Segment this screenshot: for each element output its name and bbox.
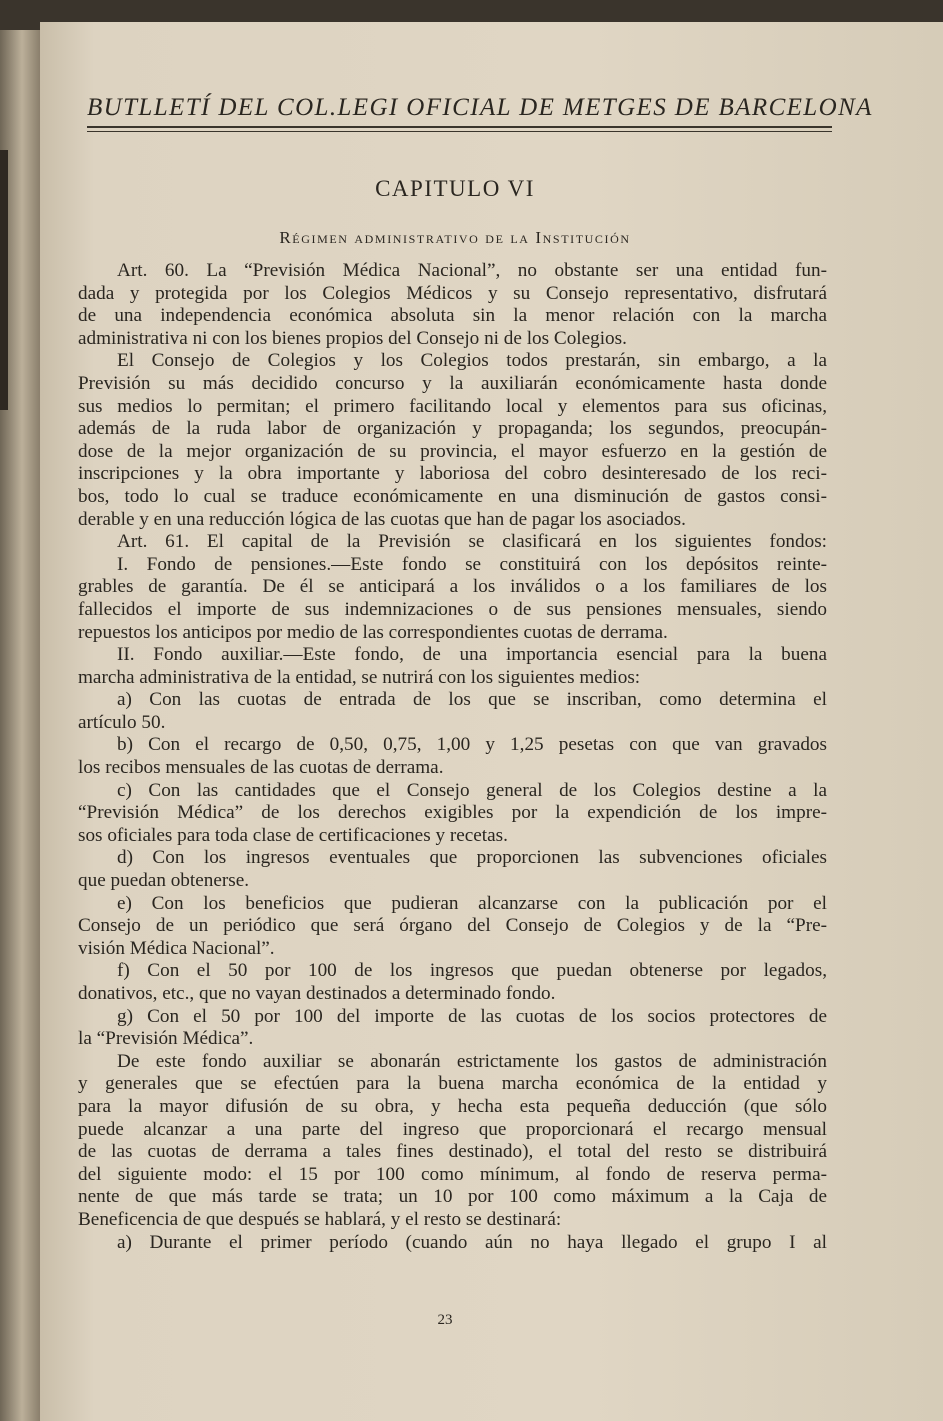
text-line: I. Fondo de pensiones.—Este fondo se constituirá con los depósitos reinte- bbox=[117, 553, 827, 575]
text-line: artículo 50. bbox=[78, 711, 166, 733]
text-line: f) Con el 50 por 100 de los ingresos que puedan obtenerse por legados, bbox=[117, 960, 827, 982]
text-line: para la mayor difusión de su obra, y hecha esta pequeña deducción (que sólo bbox=[78, 1095, 827, 1117]
text-line: dose de la mejor organización de su provincia, el mayor esfuerzo en la gestión de bbox=[78, 440, 827, 462]
text-line: puede alcanzar a una parte del ingreso que proporcionará el recargo mensual bbox=[78, 1118, 827, 1140]
text-line: dada y protegida por los Colegios Médicos y su Consejo representativo, disfrutará bbox=[78, 282, 827, 304]
text-line: b) Con el recargo de 0,50, 0,75, 1,00 y 1,25 pesetas con que van gravados bbox=[117, 734, 827, 756]
text-line: e) Con los beneficios que pudieran alcanzarse con la publicación por el bbox=[117, 892, 827, 914]
text-line: Consejo de un periódico que será órgano del Consejo de Colegios y de la “Pre- bbox=[78, 915, 827, 937]
text-line: derable y en una reducción lógica de las cuotas que han de pagar los asociados. bbox=[78, 508, 686, 530]
text-line: fallecidos el importe de sus indemnizaciones o de sus pensiones mensuales, siendo bbox=[78, 598, 827, 620]
scanned-page bbox=[40, 22, 943, 1421]
text-line: inscripciones y la obra importante y laboriosa del cobro desinteresado de los reci- bbox=[78, 463, 827, 485]
section-title: Régimen administrativo de la Institución bbox=[279, 228, 631, 247]
text-line: de las cuotas de derrama a tales fines destinado), el total del resto se distribuirá bbox=[78, 1141, 827, 1163]
running-header: BUTLLETÍ DEL COL.LEGI OFICIAL DE METGES DE BARCELONA bbox=[87, 94, 873, 121]
text-line: c) Con las cantidades que el Consejo general de los Colegios destine a la bbox=[117, 779, 827, 801]
text-line: Previsión su más decidido concurso y la auxiliarán económicamente hasta donde bbox=[78, 372, 827, 394]
text-line: marcha administrativa de la entidad, se nutrirá con los siguientes medios: bbox=[78, 666, 641, 688]
text-line: del siguiente modo: el 15 por 100 como mínimum, al fondo de reserva perma- bbox=[78, 1163, 827, 1185]
text-line: los recibos mensuales de las cuotas de derrama. bbox=[78, 757, 444, 779]
chapter-title: CAPITULO VI bbox=[375, 176, 535, 201]
text-line: sus medios lo permitan; el primero facilitando local y elementos para sus oficinas, bbox=[78, 395, 827, 417]
header-rule bbox=[87, 126, 832, 128]
text-line: nente de que más tarde se trata; un 10 por 100 como máximum a la Caja de bbox=[78, 1186, 827, 1208]
text-line: la “Previsión Médica”. bbox=[78, 1028, 254, 1050]
text-line: Art. 60. La “Previsión Médica Nacional”, no obstante ser una entidad fun- bbox=[117, 260, 827, 281]
text-line: g) Con el 50 por 100 del importe de las cuotas de los socios protectores de bbox=[117, 1005, 827, 1027]
adjacent-page-edge bbox=[0, 30, 40, 1421]
header-rule-thin bbox=[87, 131, 832, 132]
text-line: además de la ruda labor de organización y propaganda; los segundos, preocupán- bbox=[78, 418, 827, 440]
text-line: donativos, etc., que no vayan destinados a determinado fondo. bbox=[78, 983, 556, 1004]
text-line: d) Con los ingresos eventuales que proporcionen las subvenciones oficiales bbox=[117, 847, 827, 869]
text-line: grables de garantía. De él se anticipará a los inválidos o a los familiares de los bbox=[78, 576, 827, 598]
text-line: administrativa ni con los bienes propios del Consejo ni de los Colegios. bbox=[78, 327, 627, 349]
text-line: visión Médica Nacional”. bbox=[78, 937, 275, 959]
text-line: a) Con las cuotas de entrada de los que se inscriban, como determina el bbox=[117, 689, 827, 711]
text-line: “Previsión Médica” de los derechos exigibles por la expendición de los impre- bbox=[78, 802, 827, 824]
text-line: que puedan obtenerse. bbox=[78, 870, 250, 892]
binding-shadow bbox=[0, 150, 8, 410]
text-line: y generales que se efectúen para la buena marcha económica de la entidad y bbox=[78, 1073, 827, 1095]
text-line: II. Fondo auxiliar.—Este fondo, de una importancia esencial para la buena bbox=[117, 644, 827, 666]
text-line: de una independencia económica absoluta sin la menor relación con la marcha bbox=[78, 305, 827, 327]
page-number: 23 bbox=[437, 1312, 453, 1328]
body-text bbox=[78, 260, 827, 1254]
text-line: El Consejo de Colegios y los Colegios todos prestarán, sin embargo, a la bbox=[117, 350, 827, 372]
text-line: Beneficencia de que después se hablará, y el resto se destinará: bbox=[78, 1208, 562, 1230]
text-line: sos oficiales para toda clase de certificaciones y recetas. bbox=[78, 824, 508, 846]
text-line: repuestos los anticipos por medio de las correspondientes cuotas de derrama. bbox=[78, 621, 668, 643]
text-line: Art. 61. El capital de la Previsión se clasificará en los siguientes fondos: bbox=[117, 531, 827, 553]
text-line: bos, todo lo cual se traduce económicamente en una disminución de gastos consi- bbox=[78, 485, 827, 507]
text-line: a) Durante el primer período (cuando aún no haya llegado el grupo I al bbox=[117, 1231, 827, 1253]
text-line: De este fondo auxiliar se abonarán estrictamente los gastos de administración bbox=[117, 1050, 827, 1072]
